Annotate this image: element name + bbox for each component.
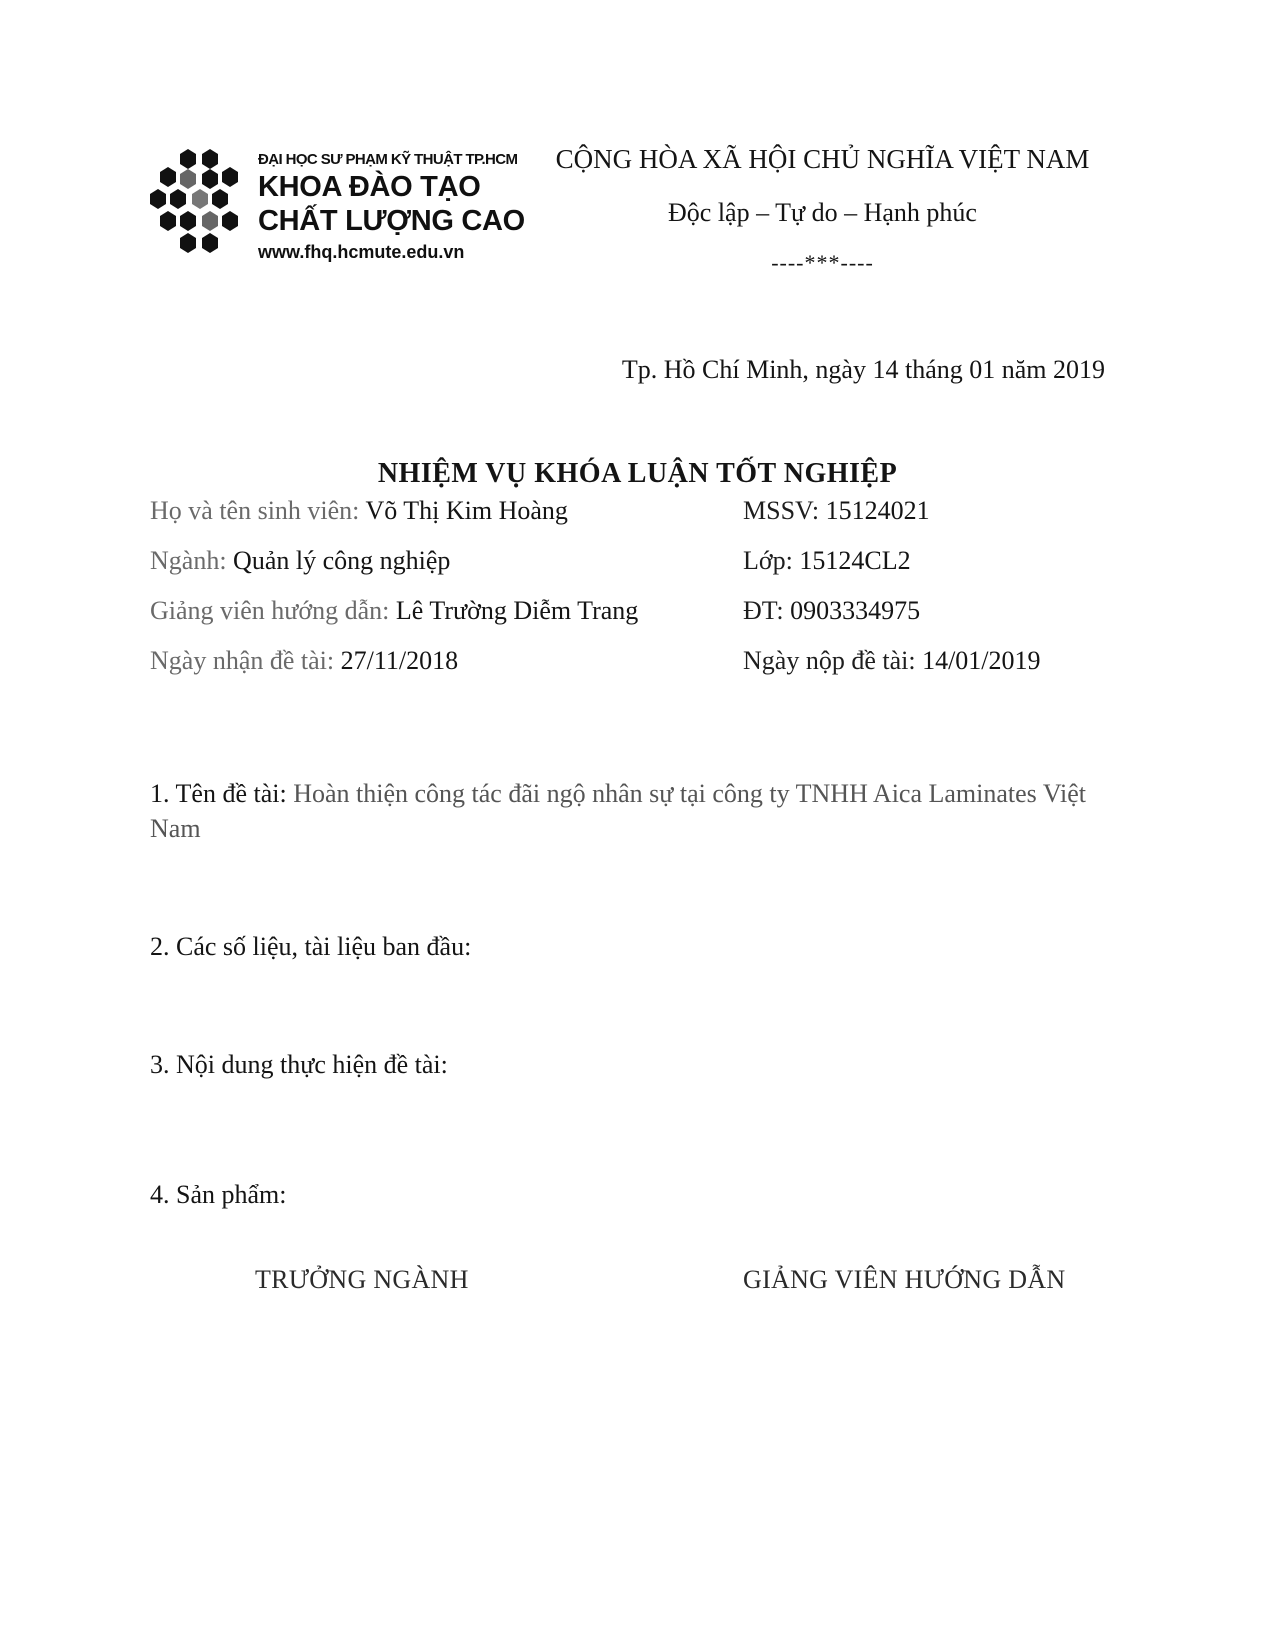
logo-faculty-line2: CHẤT LƯỢNG CAO	[258, 205, 525, 237]
date-line: Tp. Hồ Chí Minh, ngày 14 tháng 01 năm 2019	[621, 355, 1105, 384]
signature-right-title: GIẢNG VIÊN HƯỚNG DẪN	[743, 1265, 1066, 1294]
section-4-label: 4. Sản phẩm:	[150, 1180, 287, 1209]
class-value: 15124CL2	[799, 546, 911, 575]
major-value: Quản lý công nghiệp	[233, 546, 451, 575]
section-3-label: 3. Nội dung thực hiện đề tài:	[150, 1050, 448, 1079]
mssv-label: MSSV:	[743, 496, 820, 525]
class-row	[743, 546, 911, 576]
phone-value: 0903334975	[790, 596, 921, 625]
separator: ----***----	[771, 250, 874, 275]
logo-faculty-line1: KHOA ĐÀO TẠO	[258, 171, 481, 203]
mssv-row	[743, 496, 930, 526]
section-2-label: 2. Các số liệu, tài liệu ban đầu:	[150, 932, 472, 961]
major-row	[150, 546, 450, 576]
class-label: Lớp:	[743, 546, 793, 575]
nation-heading: CỘNG HÒA XÃ HỘI CHỦ NGHĨA VIỆT NAM	[555, 144, 1090, 174]
section-1-value: Hoàn thiện công tác đãi ngộ nhân sự tại công ty TNHH Aica Laminates Việt Nam	[150, 779, 1087, 843]
logo-university: ĐẠI HỌC SƯ PHẠM KỸ THUẬT TP.HCM	[258, 151, 518, 168]
advisor-label: Giảng viên hướng dẫn:	[150, 596, 390, 625]
mssv-value: 15124021	[825, 496, 930, 525]
student-name-row	[150, 496, 568, 526]
submit-value: 14/01/2019	[922, 646, 1041, 675]
section-1-label: 1. Tên đề tài:	[150, 779, 287, 808]
received-value: 27/11/2018	[340, 646, 459, 675]
student-label: Họ và tên sinh viên:	[150, 496, 360, 525]
phone-row	[743, 596, 920, 626]
advisor-row	[150, 596, 638, 626]
submit-date-row	[743, 646, 1041, 676]
major-label: Ngành:	[150, 546, 227, 575]
section-1-topic	[150, 776, 1110, 846]
student-value: Võ Thị Kim Hoàng	[365, 496, 568, 525]
motto: Độc lập – Tự do – Hạnh phúc	[668, 198, 977, 227]
phone-label: ĐT:	[743, 596, 784, 625]
page-title: NHIỆM VỤ KHÓA LUẬN TỐT NGHIỆP	[377, 458, 898, 489]
logo-text-block	[258, 150, 525, 264]
received-date-row	[150, 646, 458, 676]
logo-website: www.fhq.hcmute.edu.vn	[258, 242, 465, 262]
submit-label: Ngày nộp đề tài:	[743, 646, 916, 675]
signature-left-title: TRƯỞNG NGÀNH	[255, 1265, 469, 1294]
hexagon-cluster-logo-icon	[150, 148, 238, 260]
received-label: Ngày nhận đề tài:	[150, 646, 335, 675]
advisor-value: Lê Trường Diễm Trang	[395, 596, 639, 625]
